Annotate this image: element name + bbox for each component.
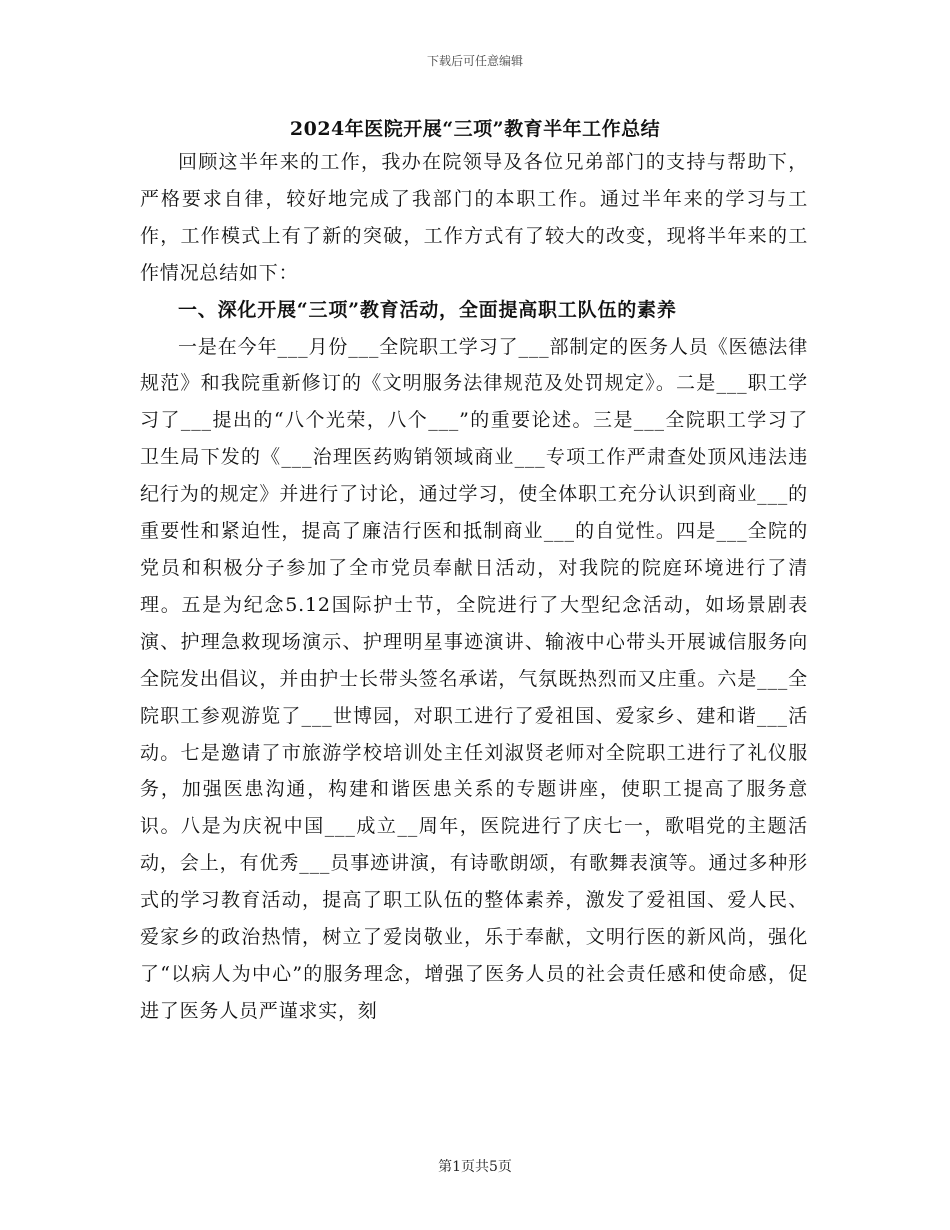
page-number-footer: 第1页共5页 [438,1159,512,1175]
document-title: 2024年医院开展“三项”教育半年工作总结 [289,118,661,140]
document-body [140,144,808,1030]
intro-paragraph: 回顾这半年来的工作，我办在院领导及各位兄弟部门的支持与帮助下，严格要求自律，较好地完成了我部门的本职工作。通过半年来的学习与工作，工作模式上有了新的突破，工作方式有了较大的改变，现将半年来的工作情况总结如下： [140,151,808,284]
page-header-note: 下载后可任意编辑 [426,54,523,68]
body-paragraph: 一是在今年___月份___全院职工学习了___部制定的医务人员《医德法律规范》和我院重新修订的《文明服务法律规范及处罚规定》。二是___职工学习了___提出的“八个光荣，八个___”的重要论述。三是___全院职工学习了卫生局下发的《___治理医药购销领域商业___专项工作严肃查处顶风违法违纪行为的规定》并进行了讨论，通过学习，使全体职工充分认识到商业___的重要性和紧迫性，提高了廉洁行医和抵制商业___的自觉性。四是___全院的党员和积极分子参加了全市党员奉献日活动，对我院的院庭环境进行了清理。五是为纪念5.12国际护士节，全院进行了大型纪念活动，如场景剧表演、护理急救现场演示、护理明星事迹演讲、输液中心带头开展诚信服务向全院发出倡议，并由护士长带头签名承诺，气氛既热烈而又庄重。六是___全院职工参观游览了___世博园，对职工进行了爱祖国、爱家乡、建和谐___活动。七是邀请了市旅游学校培训处主任刘淑贤老师对全院职工进行了礼仪服务，加强医患沟通，构建和谐医患关系的专题讲座，使职工提高了服务意识。八是为庆祝中国___成立__周年，医院进行了庆七一，歌唱党的主题活动，会上，有优秀___员事迹讲演，有诗歌朗颂，有歌舞表演等。通过多种形式的学习教育活动，提高了职工队伍的整体素养，激发了爱祖国、爱人民、爱家乡的政治热情，树立了爱岗敬业，乐于奉献，文明行医的新风尚，强化了“以病人为中心”的服务理念，增强了医务人员的社会责任感和使命感，促进了医务人员严谨求实，刻 [140,335,808,1022]
section-heading-1: 一、深化开展“三项”教育活动，全面提高职工队伍的素养 [178,298,677,321]
